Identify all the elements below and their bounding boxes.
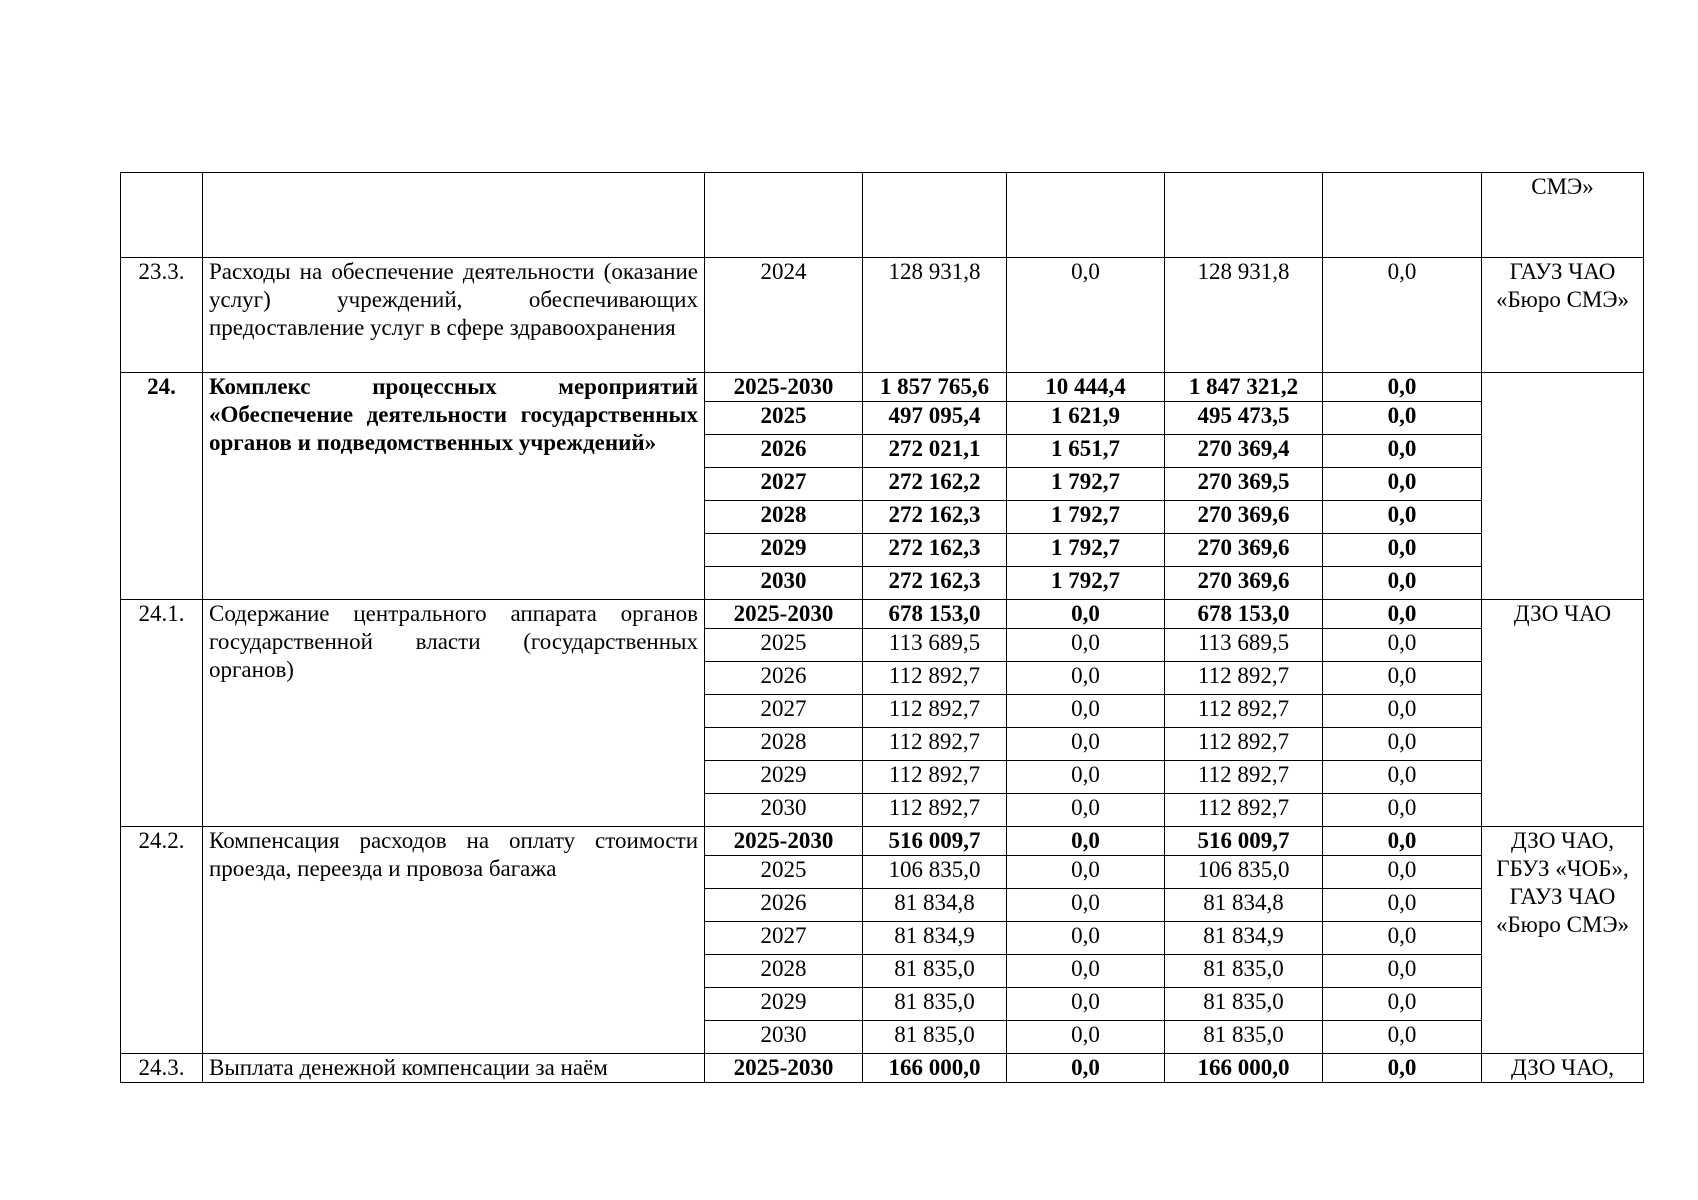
- cell-year: 2029: [705, 534, 863, 567]
- cell-regional: 112 892,7: [1165, 662, 1323, 695]
- cell-year: 2027: [705, 468, 863, 501]
- cell-total: 272 162,3: [863, 567, 1007, 600]
- table-body: [121, 173, 1644, 1083]
- cell-description: Компенсация расходов на оплату стоимости проезда, переезда и провоза багажа: [203, 827, 705, 1054]
- cell-federal: 0,0: [1007, 662, 1165, 695]
- cell-federal: 10 444,4: [1007, 373, 1165, 402]
- cell-total: 272 162,3: [863, 534, 1007, 567]
- cell-total: 272 162,3: [863, 501, 1007, 534]
- cell-year: 2028: [705, 501, 863, 534]
- cell-year: 2027: [705, 695, 863, 728]
- cell-year: 2025-2030: [705, 827, 863, 856]
- cell-other: 0,0: [1323, 761, 1482, 794]
- cell-num: 23.3.: [121, 258, 203, 373]
- cell-other: 0,0: [1323, 629, 1482, 662]
- cell-total: 272 162,2: [863, 468, 1007, 501]
- cell-regional: 112 892,7: [1165, 794, 1323, 827]
- cell-regional: 81 834,8: [1165, 889, 1323, 922]
- cell-year: 2025-2030: [705, 1054, 863, 1083]
- cell-regional: 166 000,0: [1165, 1054, 1323, 1083]
- cell-federal: 1 651,7: [1007, 435, 1165, 468]
- cell-description: Выплата денежной компенсации за наём: [203, 1054, 705, 1083]
- cell-federal: 1 621,9: [1007, 402, 1165, 435]
- cell-year: 2025: [705, 856, 863, 889]
- cell-other: 0,0: [1323, 794, 1482, 827]
- cell-federal: 0,0: [1007, 600, 1165, 629]
- cell-total: 497 095,4: [863, 402, 1007, 435]
- cell-num: 24.1.: [121, 600, 203, 827]
- cell-other: 0,0: [1323, 402, 1482, 435]
- cell-year: 2025-2030: [705, 600, 863, 629]
- cell-year: 2027: [705, 922, 863, 955]
- cell-total: 128 931,8: [863, 258, 1007, 373]
- cell-total: 81 835,0: [863, 955, 1007, 988]
- cell-year: 2026: [705, 435, 863, 468]
- cell-regional: 106 835,0: [1165, 856, 1323, 889]
- table-row: [121, 1054, 1644, 1083]
- cell-federal: 0,0: [1007, 856, 1165, 889]
- cell-other: 0,0: [1323, 600, 1482, 629]
- cell-regional: 112 892,7: [1165, 728, 1323, 761]
- table-row: [121, 373, 1644, 402]
- cell-regional: 678 153,0: [1165, 600, 1323, 629]
- cell-other: 0,0: [1323, 827, 1482, 856]
- table-row: [121, 600, 1644, 629]
- cell-federal: 0,0: [1007, 258, 1165, 373]
- cell-total: [863, 173, 1007, 258]
- cell-total: 272 021,1: [863, 435, 1007, 468]
- cell-total: 81 834,9: [863, 922, 1007, 955]
- cell-other: 0,0: [1323, 856, 1482, 889]
- cell-responsible: ДЗО ЧАО: [1482, 600, 1644, 827]
- cell-total: 112 892,7: [863, 662, 1007, 695]
- cell-total: 112 892,7: [863, 794, 1007, 827]
- cell-year: 2025: [705, 629, 863, 662]
- cell-responsible: ДЗО ЧАО, ГБУЗ «ЧОБ», ГАУЗ ЧАО «Бюро СМЭ»: [1482, 827, 1644, 1054]
- cell-other: 0,0: [1323, 988, 1482, 1021]
- cell-regional: 81 835,0: [1165, 1021, 1323, 1054]
- cell-total: 112 892,7: [863, 728, 1007, 761]
- cell-other: 0,0: [1323, 567, 1482, 600]
- cell-description: Комплекс процессных мероприятий «Обеспечение деятельности государственных органов и подведомственных учреждений»: [203, 373, 705, 600]
- cell-federal: 0,0: [1007, 761, 1165, 794]
- cell-num: 24.2.: [121, 827, 203, 1054]
- cell-regional: 81 835,0: [1165, 988, 1323, 1021]
- cell-description: [203, 173, 705, 258]
- cell-other: 0,0: [1323, 1054, 1482, 1083]
- cell-regional: 516 009,7: [1165, 827, 1323, 856]
- cell-federal: 0,0: [1007, 922, 1165, 955]
- cell-total: 81 834,8: [863, 889, 1007, 922]
- cell-total: 106 835,0: [863, 856, 1007, 889]
- cell-other: 0,0: [1323, 662, 1482, 695]
- cell-regional: 112 892,7: [1165, 695, 1323, 728]
- cell-total: 112 892,7: [863, 761, 1007, 794]
- cell-federal: 0,0: [1007, 728, 1165, 761]
- cell-year: 2030: [705, 567, 863, 600]
- cell-federal: 0,0: [1007, 1021, 1165, 1054]
- cell-regional: [1165, 173, 1323, 258]
- cell-regional: 81 835,0: [1165, 955, 1323, 988]
- budget-table: [120, 172, 1644, 1083]
- cell-other: 0,0: [1323, 889, 1482, 922]
- cell-description: Содержание центрального аппарата органов государственной власти (государственных органов): [203, 600, 705, 827]
- cell-regional: 270 369,5: [1165, 468, 1323, 501]
- cell-other: 0,0: [1323, 922, 1482, 955]
- cell-federal: 1 792,7: [1007, 501, 1165, 534]
- cell-regional: 81 834,9: [1165, 922, 1323, 955]
- cell-other: [1323, 173, 1482, 258]
- cell-federal: 0,0: [1007, 794, 1165, 827]
- cell-num: [121, 173, 203, 258]
- table-row: [121, 827, 1644, 856]
- cell-year: 2030: [705, 794, 863, 827]
- cell-year: 2026: [705, 889, 863, 922]
- cell-regional: 113 689,5: [1165, 629, 1323, 662]
- cell-total: 516 009,7: [863, 827, 1007, 856]
- cell-federal: 0,0: [1007, 988, 1165, 1021]
- cell-regional: 1 847 321,2: [1165, 373, 1323, 402]
- cell-year: 2024: [705, 258, 863, 373]
- cell-regional: 270 369,6: [1165, 501, 1323, 534]
- cell-total: 113 689,5: [863, 629, 1007, 662]
- cell-total: 166 000,0: [863, 1054, 1007, 1083]
- cell-year: 2028: [705, 955, 863, 988]
- cell-year: 2028: [705, 728, 863, 761]
- cell-other: 0,0: [1323, 468, 1482, 501]
- cell-other: 0,0: [1323, 501, 1482, 534]
- cell-regional: 495 473,5: [1165, 402, 1323, 435]
- cell-total: 81 835,0: [863, 988, 1007, 1021]
- cell-responsible: ДЗО ЧАО,: [1482, 1054, 1644, 1083]
- cell-responsible: [1482, 373, 1644, 600]
- cell-year: 2030: [705, 1021, 863, 1054]
- cell-year: 2025-2030: [705, 373, 863, 402]
- cell-other: 0,0: [1323, 728, 1482, 761]
- cell-num: 24.: [121, 373, 203, 600]
- table-row: [121, 258, 1644, 373]
- cell-regional: 112 892,7: [1165, 761, 1323, 794]
- cell-total: 112 892,7: [863, 695, 1007, 728]
- cell-description: Расходы на обеспечение деятельности (оказание услуг) учреждений, обеспечивающих предоставление услуг в сфере здравоохранения: [203, 258, 705, 373]
- cell-year: [705, 173, 863, 258]
- cell-other: 0,0: [1323, 1021, 1482, 1054]
- cell-other: 0,0: [1323, 258, 1482, 373]
- cell-federal: 1 792,7: [1007, 567, 1165, 600]
- cell-other: 0,0: [1323, 534, 1482, 567]
- cell-year: 2029: [705, 761, 863, 794]
- cell-total: 1 857 765,6: [863, 373, 1007, 402]
- cell-regional: 270 369,4: [1165, 435, 1323, 468]
- cell-other: 0,0: [1323, 955, 1482, 988]
- cell-federal: 1 792,7: [1007, 468, 1165, 501]
- cell-federal: 0,0: [1007, 1054, 1165, 1083]
- cell-year: 2025: [705, 402, 863, 435]
- cell-federal: [1007, 173, 1165, 258]
- cell-year: 2026: [705, 662, 863, 695]
- cell-total: 81 835,0: [863, 1021, 1007, 1054]
- cell-regional: 270 369,6: [1165, 534, 1323, 567]
- cell-regional: 128 931,8: [1165, 258, 1323, 373]
- cell-other: 0,0: [1323, 373, 1482, 402]
- cell-regional: 270 369,6: [1165, 567, 1323, 600]
- cell-other: 0,0: [1323, 435, 1482, 468]
- cell-federal: 0,0: [1007, 629, 1165, 662]
- cell-responsible: ГАУЗ ЧАО «Бюро СМЭ»: [1482, 258, 1644, 373]
- cell-federal: 0,0: [1007, 889, 1165, 922]
- cell-other: 0,0: [1323, 695, 1482, 728]
- cell-year: 2029: [705, 988, 863, 1021]
- cell-num: 24.3.: [121, 1054, 203, 1083]
- table-row: [121, 173, 1644, 258]
- cell-total: 678 153,0: [863, 600, 1007, 629]
- cell-federal: 0,0: [1007, 955, 1165, 988]
- cell-federal: 1 792,7: [1007, 534, 1165, 567]
- cell-federal: 0,0: [1007, 695, 1165, 728]
- cell-responsible: СМЭ»: [1482, 173, 1644, 258]
- cell-federal: 0,0: [1007, 827, 1165, 856]
